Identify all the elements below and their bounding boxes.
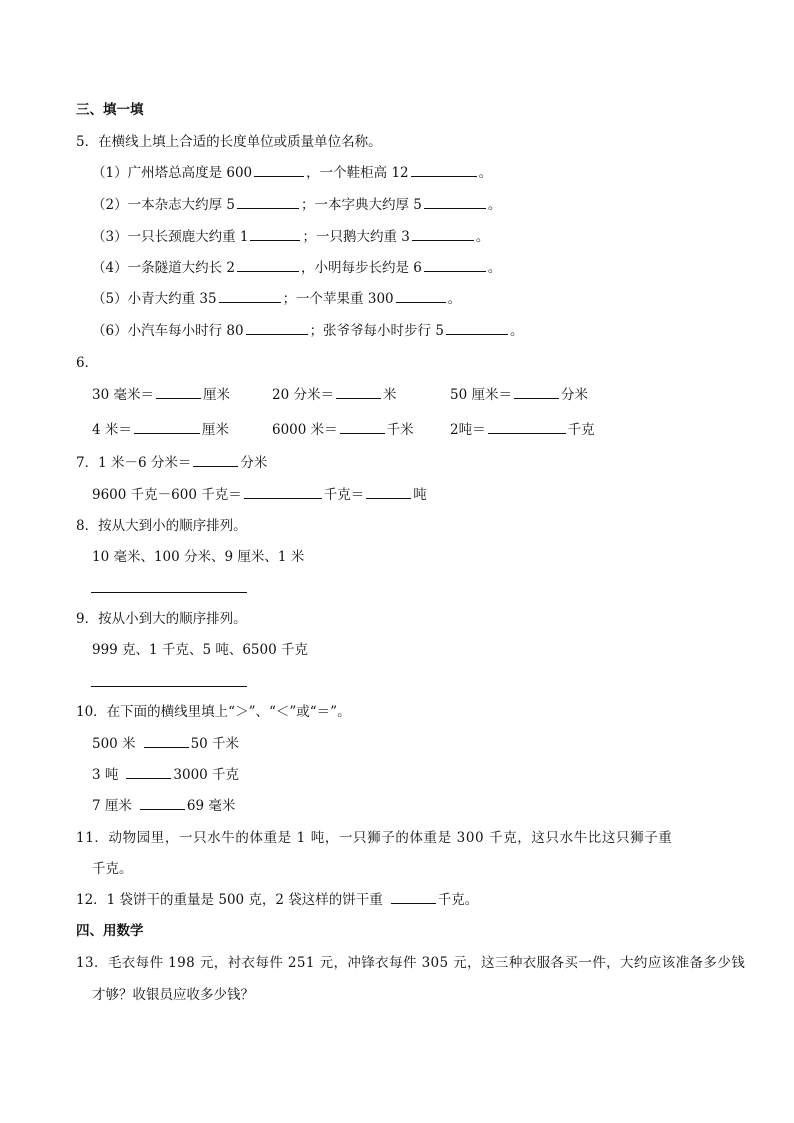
question-7-line2 [92,486,427,504]
answer-blank[interactable] [391,891,436,904]
q5-item-5 [92,290,461,308]
q5-item-5-text-b: ；一个苹果重 300 [282,291,394,307]
q5-item-3-text-c: 。 [475,229,490,245]
answer-line[interactable] [91,686,247,687]
question-10-stem: 10．在下面的横线里填上“＞”、“＜”或“＝”。 [76,704,351,720]
q7-line1-pre: 7．1 米－6 分米＝ [76,455,192,471]
q6-r1c3-pre: 50 厘米＝ [450,387,512,403]
q10-row-3 [92,797,235,815]
q6-r2c2-pre: 6000 米＝ [272,422,338,438]
q5-item-4 [92,259,501,277]
q10-row2-left: 3 吨 [92,767,119,783]
q10-row1-left: 500 米 [92,736,136,752]
answer-blank[interactable] [219,290,281,303]
q6-r1c1-pre: 30 毫米＝ [92,387,154,403]
answer-blank[interactable] [140,797,185,810]
q5-item-4-text-c: 。 [487,260,502,276]
q12-post: 千克。 [437,892,479,908]
q6-row1-col3 [450,386,588,404]
answer-blank[interactable] [144,735,189,748]
q5-item-6-text-a: （6）小汽车每小时行 80 [92,323,244,339]
q10-row3-right: 69 毫米 [186,798,236,814]
q6-r2c1-pre: 4 米＝ [92,422,132,438]
answer-blank[interactable] [244,486,322,499]
answer-blank[interactable] [336,386,381,399]
q5-item-2 [92,196,501,214]
section-heading: 四、用数学 [76,923,144,939]
question-13-line2: 才够？收银员应收多少钱？ [92,987,254,1003]
q6-row2-col1 [92,421,229,439]
answer-blank[interactable] [488,421,566,434]
answer-blank[interactable] [446,322,508,335]
q5-item-3-text-a: （3）一只长颈鹿大约重 1 [92,229,249,245]
question-8-items: 10 毫米、100 分米、9 厘米、1 米 [92,549,305,565]
q6-r1c2-pre: 20 分米＝ [272,387,334,403]
answer-blank[interactable] [411,164,477,177]
section-heading: 三、填一填 [76,102,144,118]
answer-blank[interactable] [366,486,411,499]
q5-item-5-text-a: （5）小青大约重 35 [92,291,217,307]
q7-line1-post: 分米 [240,455,268,471]
answer-blank[interactable] [424,259,486,272]
answer-blank[interactable] [193,454,238,467]
answer-blank[interactable] [237,259,299,272]
q10-row-1 [92,735,239,753]
answer-line[interactable] [91,592,247,593]
question-7-line1 [76,454,267,472]
question-11-line2: 千克。 [92,861,133,877]
answer-blank[interactable] [156,386,201,399]
q5-item-1-text-a: （1）广州塔总高度是 600 [92,165,253,181]
q6-row2-col3 [450,421,595,439]
answer-blank[interactable] [134,421,200,434]
q5-item-5-text-c: 。 [447,291,462,307]
q6-row1-col1 [92,386,230,404]
q6-r1c3-post: 分米 [560,387,588,403]
q12-pre: 12．1 袋饼干的重量是 500 克，2 袋这样的饼干重 [76,892,383,908]
q5-item-1-text-b: ，一个鞋柜高 12 [306,165,409,181]
q10-row1-right: 50 千米 [190,736,240,752]
answer-blank[interactable] [126,766,171,779]
q5-item-6-text-b: ；张爷爷每小时步行 5 [309,323,444,339]
q5-item-3 [92,228,489,246]
q7-line2-pre: 9600 千克－600 千克＝ [92,487,242,503]
answer-blank[interactable] [237,196,299,209]
q6-r1c2-post: 米 [382,387,397,403]
q6-row2-col2 [272,421,414,439]
q10-row-2 [92,766,239,784]
answer-blank[interactable] [250,228,300,241]
answer-blank[interactable] [424,196,486,209]
q7-line2-mid: 千克＝ [323,487,365,503]
q6-r2c2-post: 千米 [386,422,414,438]
q5-item-1 [92,164,492,182]
q10-row2-right: 3000 千克 [173,767,240,783]
q5-item-2-text-b: ；一本字典大约厚 5 [300,197,422,213]
q6-r2c3-post: 千克 [567,422,595,438]
answer-blank[interactable] [514,386,559,399]
q10-row3-left: 7 厘米 [92,798,132,814]
q6-row1-col2 [272,386,396,404]
question-9-stem: 9．按从小到大的顺序排列。 [76,611,247,627]
answer-blank[interactable] [340,421,385,434]
q5-item-6 [92,322,523,340]
answer-blank[interactable] [246,322,308,335]
q6-r2c1-post: 厘米 [201,422,229,438]
question-6-number: 6． [76,355,99,371]
q5-item-4-text-a: （4）一条隧道大约长 2 [92,260,235,276]
question-8-stem: 8．按从大到小的顺序排列。 [76,518,247,534]
q5-item-4-text-b: ，小明每步长约是 6 [300,260,422,276]
q7-line2-post: 吨 [413,487,427,503]
question-11-line1: 11．动物园里，一只水牛的体重是 1 吨，一只狮子的体重是 300 千克，这只水牛比这只狮子重 [76,830,673,846]
question-9-items: 999 克、1 千克、5 吨、6500 千克 [92,642,308,658]
answer-blank[interactable] [254,164,304,177]
question-13-line1: 13．毛衣每件 198 元，衬衣每件 251 元，冲锋衣每件 305 元，这三种衣服各买一件，大约应该准备多少钱 [76,955,746,971]
q6-r1c1-post: 厘米 [202,387,230,403]
q5-item-2-text-a: （2）一本杂志大约厚 5 [92,197,235,213]
q5-item-3-text-b: ；一只鹅大约重 3 [302,229,410,245]
answer-blank[interactable] [396,290,446,303]
question-12 [76,891,478,909]
q5-item-1-text-c: 。 [478,165,493,181]
q5-item-6-text-c: 。 [509,323,524,339]
q5-item-2-text-c: 。 [487,197,502,213]
q6-r2c3-pre: 2吨＝ [450,422,486,438]
answer-blank[interactable] [412,228,474,241]
question-5-stem: 5．在横线上填上合适的长度单位或质量单位名称。 [76,134,382,150]
